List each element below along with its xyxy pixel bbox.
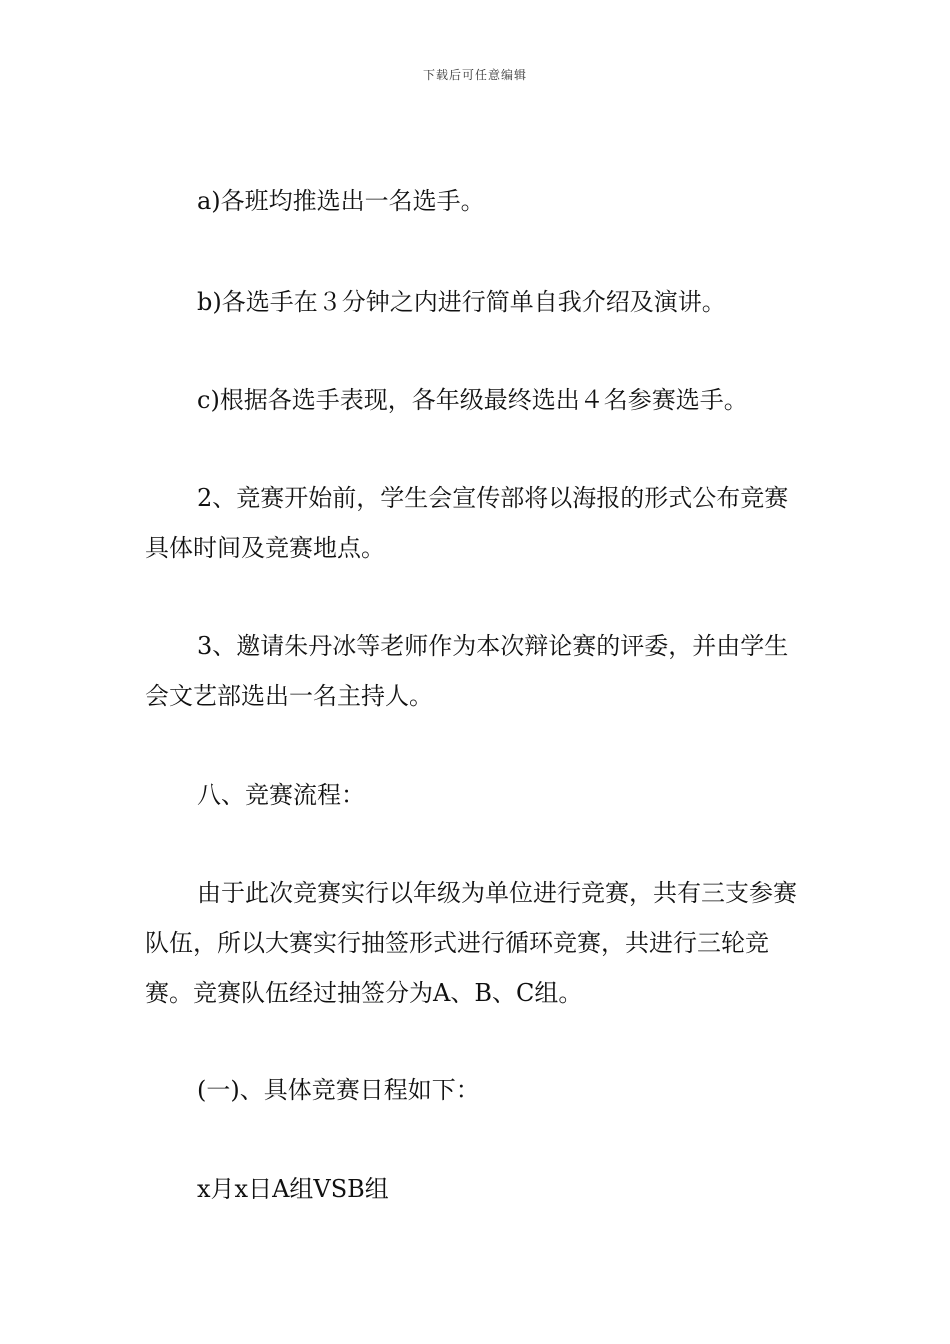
paragraph-b: b)各选手在３分钟之内进行简单自我介绍及演讲。 xyxy=(197,288,726,316)
page-header-note: 下载后可任意编辑 xyxy=(422,68,527,82)
subheading-schedule: (一)、具体竞赛日程如下： xyxy=(197,1076,480,1104)
paragraph-c: c)根据各选手表现，各年级最终选出４名参赛选手。 xyxy=(197,386,748,414)
section-heading-process: 八、竞赛流程： xyxy=(197,781,365,809)
paragraph-process-desc: 由于此次竞赛实行以年级为单位进行竞赛，共有三支参赛队伍，所以大赛实行抽签形式进行循环竞赛，共进行三轮竞赛。竞赛队伍经过抽签分为A、B、C组。 xyxy=(145,879,797,1007)
paragraph-item-2: 2、竞赛开始前，学生会宣传部将以海报的形式公布竞赛具体时间及竞赛地点。 xyxy=(145,484,789,562)
paragraph-a: a)各班均推选出一名选手。 xyxy=(197,187,485,215)
schedule-entry: x月x日A组VSB组 xyxy=(197,1175,389,1203)
paragraph-item-3: 3、邀请朱丹冰等老师作为本次辩论赛的评委，并由学生会文艺部选出一名主持人。 xyxy=(145,632,789,710)
